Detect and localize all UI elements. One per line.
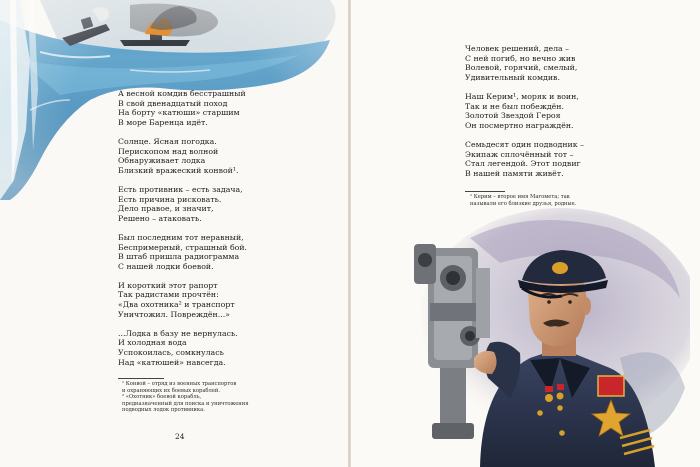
poem-line: Обнаруживает лодка (118, 156, 206, 166)
submarine-commander-portrait (410, 208, 690, 467)
stanza (118, 89, 247, 127)
stanza (118, 137, 247, 175)
poem-line: В свой двенадцатый поход (118, 98, 228, 108)
left-poem (118, 89, 247, 377)
footnote-divider (465, 191, 505, 192)
footnote-line: называли его близкие друзья, родные. (470, 200, 577, 207)
poem-line: Есть противник – есть задача, (118, 184, 243, 194)
stanza (465, 44, 584, 82)
footnote-line: подводных лодок противника. (122, 407, 205, 414)
poem-line: Семьдесят один подводник – (465, 139, 584, 149)
page-number: 24 (175, 432, 185, 441)
footnotes-right (470, 194, 576, 207)
poem-line: И холодная вода (118, 338, 187, 348)
poem-line: С нашей лодки боевой. (118, 261, 214, 271)
footnote-line: ¹ Керим – второе имя Магомета; так (470, 194, 570, 200)
footnote-line: и охраняющих их боевых кораблей. (122, 387, 221, 394)
poem-line: С ней погиб, но вечно жив (465, 53, 576, 63)
poem-line: Перископом над волной (118, 146, 219, 156)
poem-line: А весной комдив бесстрашный (118, 89, 246, 98)
poem-line: Стал легендой. Этот подвиг (465, 159, 581, 169)
poem-line: Человек решений, дела – (465, 44, 570, 53)
stanza (465, 140, 584, 178)
poem-line: «Два охотника² и транспорт (118, 300, 235, 310)
footnote-divider (118, 378, 164, 379)
poem-line: Он посмертно награждён. (465, 120, 574, 130)
poem-line: В штаб пришла радиограмма (118, 252, 240, 262)
poem-line: В море Баренца идёт. (118, 117, 208, 127)
poem-line: Так радистами прочтён: (118, 290, 219, 300)
poem-line: В нашей памяти живёт. (465, 168, 564, 178)
poem-line: На борту «катюши» старшим (118, 108, 240, 118)
stanza (118, 233, 247, 271)
left-page (0, 0, 349, 467)
poem-line: ...Лодка в базу не вернулась. (118, 328, 238, 338)
poem-line: Уничтожил. Повреждён...» (118, 309, 230, 319)
poem-line: Волевой, горячий, смелый, (465, 63, 578, 73)
stanza (118, 185, 247, 223)
footnote-line: ¹ Конвой – отряд из военных транспортов (122, 381, 237, 387)
poem-line: Над «катюшей» навсегда. (118, 357, 226, 367)
poem-line: Так и не был побеждён. (465, 101, 564, 111)
poem-line: Был последним тот неравный, (118, 232, 244, 242)
poem-line: Золотой Звездой Героя (465, 111, 561, 121)
footnotes-left (122, 381, 249, 414)
footnote-line: ² «Охотник» боевой корабль, (122, 394, 202, 401)
poem-line: Солнце. Ясная погодка. (118, 136, 217, 146)
book-gutter (348, 0, 351, 467)
poem-line: Экипаж сплочённый тот – (465, 149, 574, 159)
poem-line: Успокоилась, сомкнулась (118, 348, 224, 358)
right-poem (465, 44, 584, 188)
poem-line: И короткий этот рапорт (118, 280, 218, 290)
poem-line: Решено – атаковать. (118, 213, 202, 223)
poem-line: Беспримерный, страшный бой. (118, 242, 248, 252)
stanza (118, 329, 247, 367)
poem-line: Есть причина рисковать. (118, 194, 222, 204)
poem-line: Дело правое, и значит, (118, 204, 214, 214)
poem-line: Удивительный комдив. (465, 72, 560, 82)
stanza (465, 92, 584, 130)
poem-line: Наш Керим¹, моряк и воин, (465, 91, 579, 101)
stanza (118, 281, 247, 319)
footnote-line: предназначенный для поиска и уничтожения (122, 400, 249, 407)
poem-line: Близкий вражеский конвой¹. (118, 165, 239, 175)
